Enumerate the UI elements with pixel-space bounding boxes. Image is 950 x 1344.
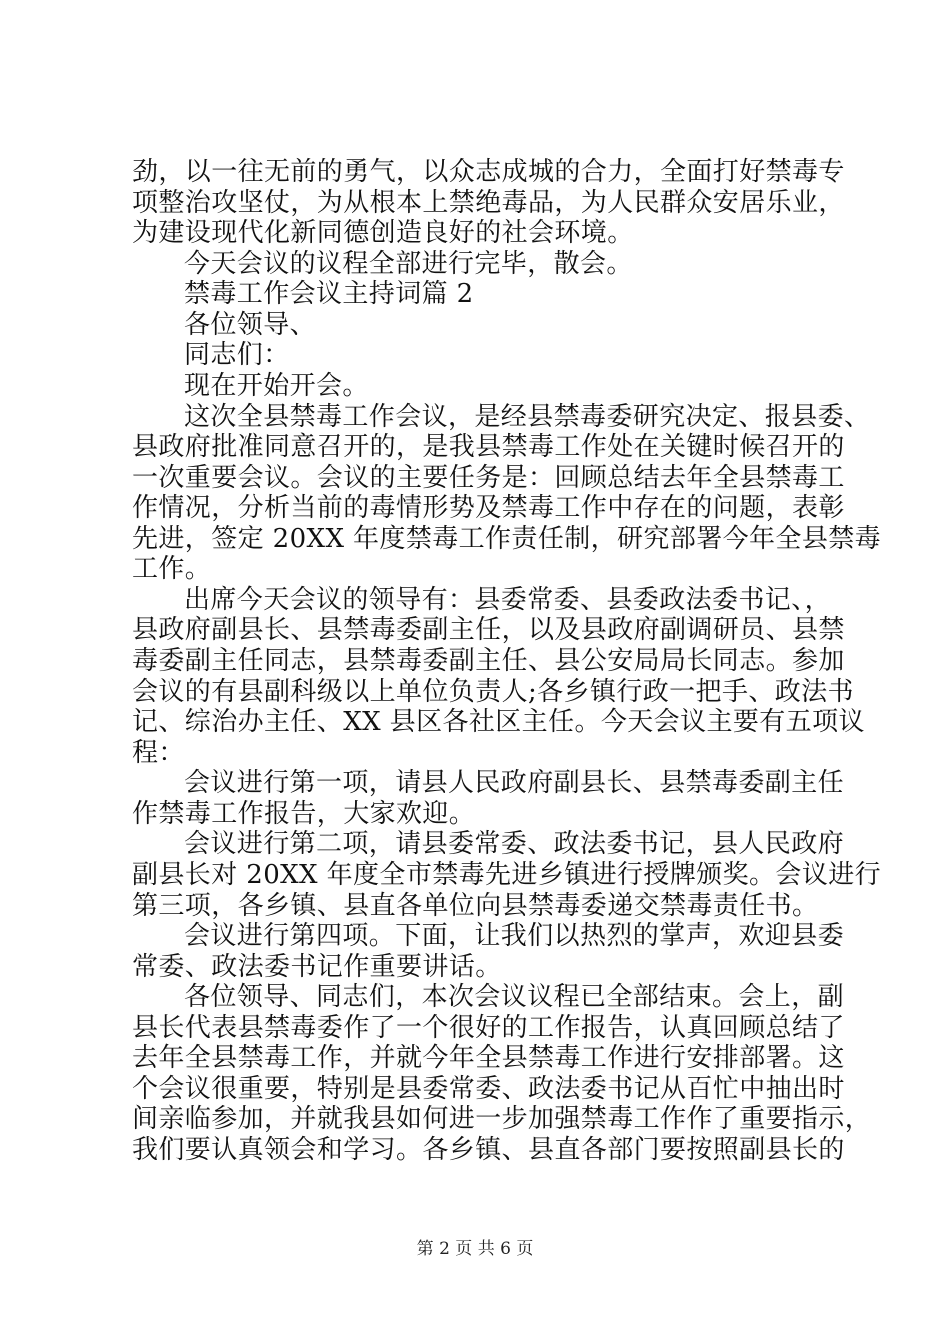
text-line: 记、综治办主任、XX 县区各社区主任。今天会议主要有五项议 (132, 707, 865, 737)
text-line: 出席今天会议的领导有：县委常委、县委政法委书记、， (184, 585, 832, 615)
text-line: 一次重要会议。会议的主要任务是：回顾总结去年全县禁毒工 (132, 463, 845, 493)
text-line: 现在开始开会。 (184, 371, 369, 401)
text-line: 去年全县禁毒工作，并就今年全县禁毒工作进行安排部署。这 (132, 1043, 845, 1073)
text-line: 常委、政法委书记作重要讲话。 (132, 952, 502, 982)
text-line: 会议进行第二项，请县委常委、政法委书记，县人民政府 (184, 829, 845, 859)
text-line: 工作。 (132, 554, 212, 584)
text-line: 会议进行第一项，请县人民政府副县长、县禁毒委副主任 (184, 768, 845, 798)
page-number-footer: 第 2 页 共 6 页 (416, 1239, 534, 1259)
text-line: 同志们： (184, 340, 290, 370)
text-line: 会议的有县副科级以上单位负责人;各乡镇行政一把手、政法书 (132, 677, 854, 707)
text-line: 劲，以一往无前的勇气，以众志成城的合力，全面打好禁毒专 (132, 157, 845, 187)
text-line: 县长代表县禁毒委作了一个很好的工作报告，认真回顾总结了 (132, 1013, 845, 1043)
text-line: 间亲临参加，并就我县如何进一步加强禁毒工作作了重要指示， (132, 1104, 872, 1134)
text-line: 县政府批准同意召开的，是我县禁毒工作处在关键时候召开的 (132, 432, 845, 462)
text-line: 为建设现代化新同德创造良好的社会环境。 (132, 218, 634, 248)
text-line: 各位领导、 (184, 310, 317, 340)
text-line: 程： (132, 738, 185, 768)
text-line: 作禁毒工作报告，大家欢迎。 (132, 799, 476, 829)
text-line: 今天会议的议程全部进行完毕，散会。 (184, 249, 633, 279)
text-line: 先进，签定 20XX 年度禁毒工作责任制，研究部署今年全县禁毒 (132, 524, 882, 554)
section-heading: 禁毒工作会议主持词篇 2 (184, 279, 474, 309)
text-line: 我们要认真领会和学习。各乡镇、县直各部门要按照副县长的 (132, 1135, 845, 1165)
text-line: 县政府副县长、县禁毒委副主任，以及县政府副调研员、县禁 (132, 615, 845, 645)
text-line: 项整治攻坚仗，为从根本上禁绝毒品，为人民群众安居乐业， (132, 188, 845, 218)
text-line: 个会议很重要，特别是县委常委、政法委书记从百忙中抽出时 (132, 1074, 845, 1104)
text-line: 第三项，各乡镇、县直各单位向县禁毒委递交禁毒责任书。 (132, 891, 819, 921)
text-line: 副县长对 20XX 年度全市禁毒先进乡镇进行授牌颁奖。会议进行 (132, 860, 882, 890)
text-line: 这次全县禁毒工作会议，是经县禁毒委研究决定、报县委、 (184, 402, 871, 432)
text-line: 毒委副主任同志，县禁毒委副主任、县公安局局长同志。参加 (132, 646, 845, 676)
text-line: 作情况，分析当前的毒情形势及禁毒工作中存在的问题，表彰 (132, 493, 845, 523)
text-line: 各位领导、同志们，本次会议议程已全部结束。会上，副 (184, 982, 845, 1012)
text-line: 会议进行第四项。下面，让我们以热烈的掌声，欢迎县委 (184, 921, 845, 951)
